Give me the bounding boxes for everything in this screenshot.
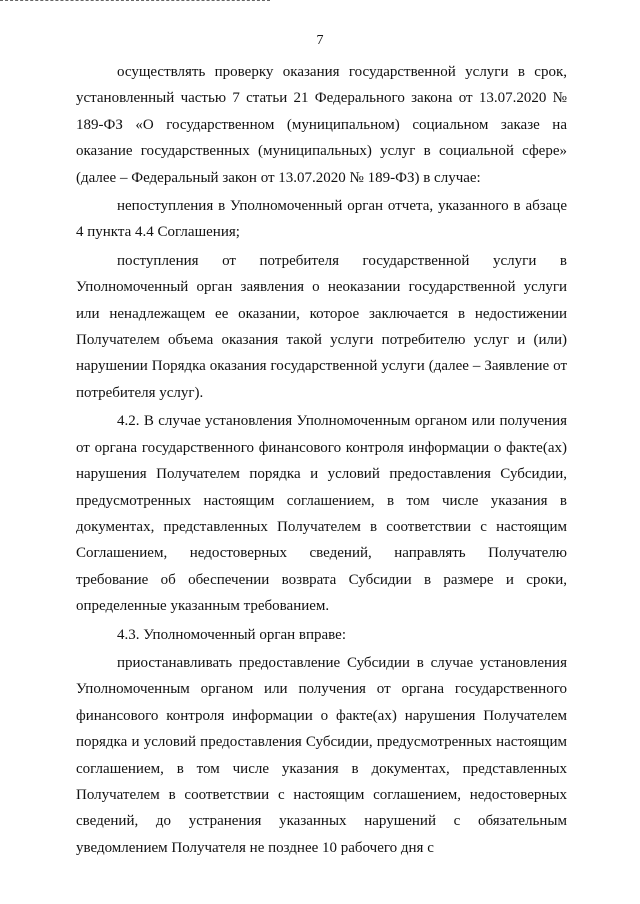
page-number: 7 <box>316 33 324 48</box>
paragraph-report-not-received: непоступления в Уполномоченный орган отчета, указанного в абзаце 4 пункта 4.4 Соглашения; <box>76 198 567 241</box>
document-body <box>76 59 567 861</box>
paragraph-verification-duty: осуществлять проверку оказания государственной услуги в срок, установленный частью 7 статьи 21 Федерального закона от 13.07.2020 № 189-ФЗ «О государственном (муниципальном) социальном заказе на оказание государственных (муниципальных) услуг в социальной сфере» (далее – Федеральный закон от 13.07.2020 № 189-ФЗ) в случае: <box>76 64 567 186</box>
paragraph-4-3-rights-heading: 4.3. Уполномоченный орган вправе: <box>117 626 346 643</box>
paragraph-suspend-subsidy: приостанавливать предоставление Субсидии в случае установления Уполномоченным органом или получения от органа государственного финансового контроля информации о факте(ах) нарушения Получателем порядка и условий предоставления Субсидии, предусмотренных настоящим соглашением, в том числе указания в документах, представленных Получателем в соответствии с настоящим соглашением, недостоверных сведений, до устранения указанных нарушений с обязательным уведомлением Получателя не позднее 10 рабочего дня с <box>76 654 567 856</box>
top-dashed-rule <box>0 0 270 1</box>
paragraph-consumer-complaint: поступления от потребителя государственной услуги в Уполномоченный орган заявления о неоказании государственной услуги или ненадлежащем ее оказании, которое заключается в недостижении Получателем объема оказания такой услуги потребителю услуг и (или) нарушении Порядка оказания государственной услуги (далее – Заявление от потребителя услуг). <box>76 252 567 401</box>
paragraph-4-2-refund-demand: 4.2. В случае установления Уполномоченным органом или получения от органа государственного финансового контроля информации о факте(ах) нарушения Получателем порядка и условий предоставления Субсидии, предусмотренных настоящим соглашением, в том числе указания в документах, представленных Получателем в соответствии с настоящим Соглашением, недостоверных сведений, направлять Получателю требование об обеспечении возврата Субсидии в размере и сроки, определенные указанным требованием. <box>76 413 567 615</box>
